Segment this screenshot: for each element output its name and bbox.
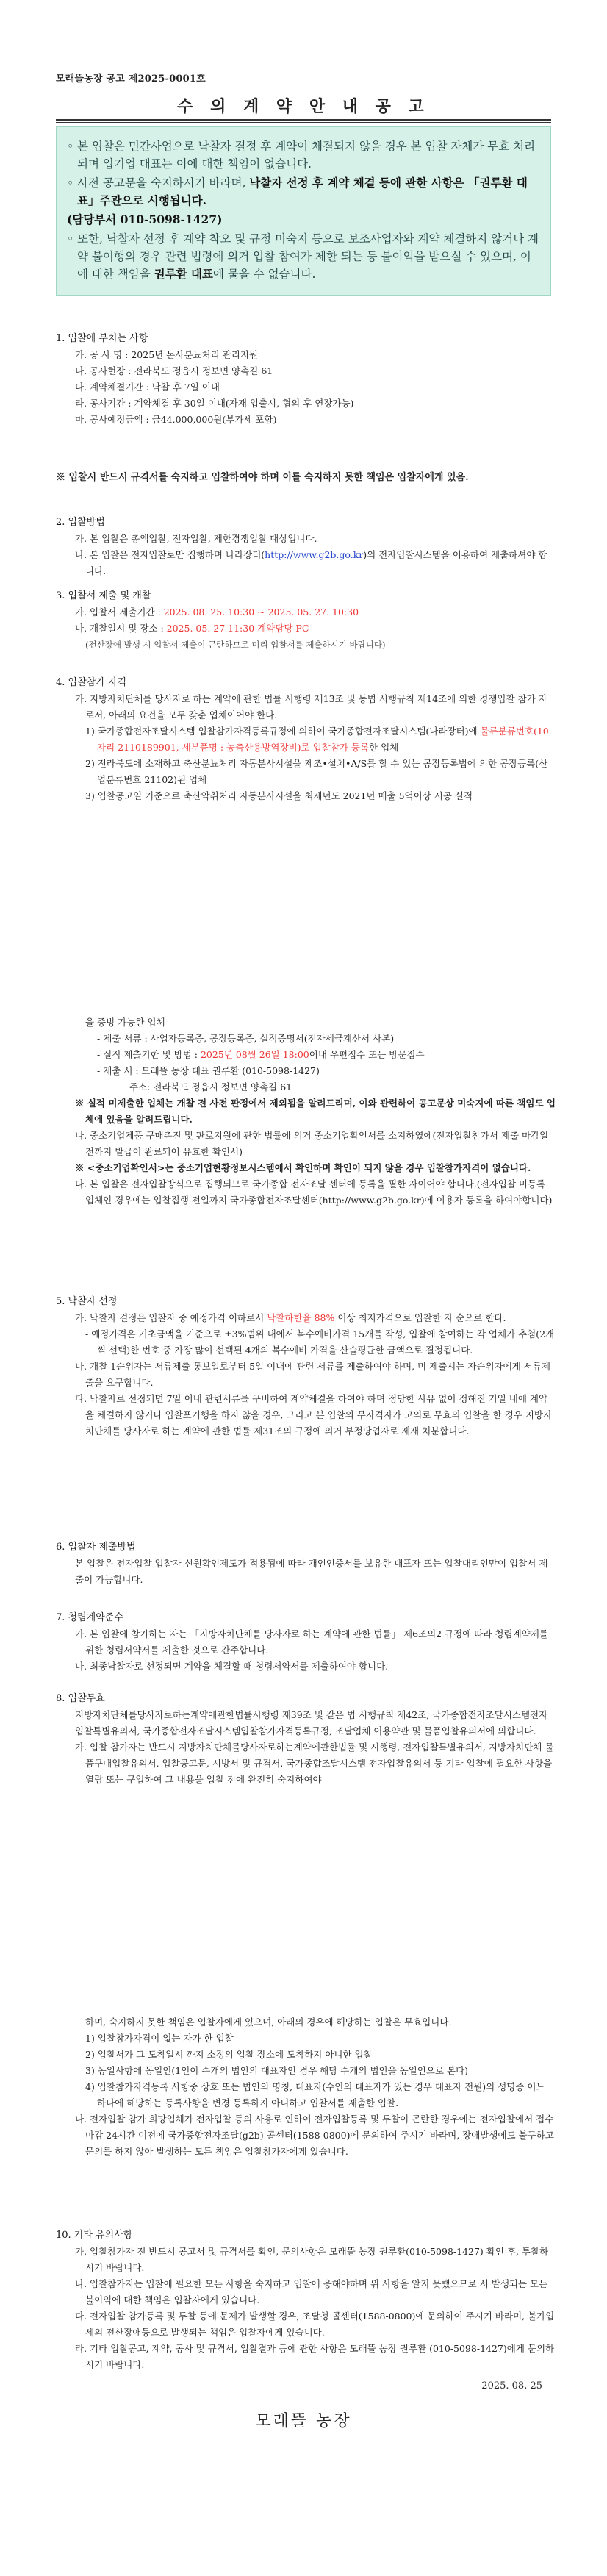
list-item: 주소: 전라북도 정읍시 정보면 양촉길 61	[129, 1081, 292, 1092]
title-divider	[56, 119, 551, 121]
section-invalid-bids	[56, 1691, 556, 1788]
important-notice-box	[56, 126, 551, 296]
list-item: 1) 국가종합전자조달시스템 입찰참가자격등록규정에 의하여 국가종합전자조달시스템(나라장터)에 물류분류번호(10자리 2110189901, 세부품명 : 농축산용방역장비)로 입찰참가 등록한 업체	[85, 726, 549, 753]
section-submission	[56, 588, 556, 653]
callout-emphasis: 낙찰자 선정 후 계약 체결 등에 관한 사항은 「권루환 대표」주관으로 시행됩니다.	[77, 176, 528, 207]
list-item: - 실적 제출기한 및 방법 : 2025년 08월 26일 18:00이내 우편접수 또는 방문접수	[97, 1049, 425, 1060]
title-divider-thin	[56, 122, 551, 123]
list-item: 나. 개찰일시 및 장소 : 2025. 05. 27 11:30 계약담당 PC	[75, 623, 309, 634]
section-text: 본 입찰은 전자입찰 입찰자 신원확인제도가 적용됨에 따라 개인인증서를 보유한 대표자 또는 입찰대리인만이 입찰서 제출이 가능합니다.	[75, 1558, 548, 1585]
list-item: - 예정가격은 기초금액을 기준으로 ±3%범위 내에서 복수예비가격 15개를 작성, 입찰에 참여하는 각 업체가 추첨(2개씩 선택)한 번호 중 가장 많이 선택된 4개의 복수예비 가격을 산술평균한 금액으로 결정됩니다.	[85, 1328, 555, 1356]
list-item: 가. 본 입찰은 총액입찰, 전자입찰, 제한경쟁입찰 대상입니다.	[75, 533, 317, 544]
list-item: 다. 본 입찰은 전자입찰방식으로 집행되므로 국가종합 전자조달 센터에 등록을 필한 자이어야 합니다.(전자입찰 미등록 업체인 경우에는 입찰집행 전일까지 국가종합전자조달센터(http://www.g2b.go.kr)에 이용자 등록을 하여야합니다)	[75, 1178, 553, 1206]
list-item: 2) 입찰서가 그 도착일시 까지 소정의 입찰 장소에 도착하지 아니한 입찰	[85, 2049, 373, 2060]
callout-paragraph-1: ◦ 본 입찰은 민간사업으로 낙찰자 결정 후 계약이 체결되지 않을 경우 본 입찰 자체가 무효 처리되며 입기업 대표는 이에 대한 책임이 없습니다.	[67, 140, 536, 171]
list-item: 라. 기타 입찰공고, 계약, 공사 및 규격서, 입찰결과 등에 관한 사항은 모래뜰 농장 권루환 (010-5098-1427)에게 문의하시기 바랍니다.	[75, 2343, 555, 2370]
list-item: 나. 공사현장 : 전라북도 정읍시 정보면 양촉길 61	[75, 365, 273, 376]
g2b-link[interactable]: http://www.g2b.go.kr	[265, 549, 364, 560]
list-item: 1) 입찰참가자격이 없는 자가 한 입찰	[85, 2033, 234, 2044]
list-item: 가. 낙찰자 결정은 입찰자 중 예정가격 이하로서 낙찰하한율 88% 이상 최저가격으로 입찰한 자 순으로 한다.	[75, 1312, 506, 1323]
list-item: 라. 공사기간 : 계약체결 후 30일 이내(자재 입출시, 협의 후 연장가능)	[75, 398, 354, 409]
list-item: 가. 입찰참가자 전 반드시 공고서 및 규격서를 확인, 문의사항은 모래뜰 농장 권루환(010-5098-1427) 확인 후, 투찰하시기 바랍니다.	[75, 2246, 549, 2273]
list-item: 나. 전자입찰 참가 희망업체가 전자입찰 등의 사용로 인하여 전자입찰등록 및 투찰이 곤란한 경우에는 전자입찰에서 접수마감 24시간 이전에 국가종합전자조달(g2b) 콜센터(1588-0800)에 문의하여 주시기 바라며, 장애발생에도 불구하고 문의를 하지 않아 발생하는 모든 책임은 입찰참가자에게 있습니다.	[75, 2114, 554, 2157]
section-heading: 8. 입찰무효	[56, 1693, 105, 1704]
section-integrity	[56, 1610, 556, 1675]
note: (전산장애 발생 시 입찰서 제출이 곤란하므로 미리 입찰서를 제출하시기 바랍니다)	[85, 640, 386, 650]
list-item: 나. 개찰 1순위자는 서류제출 통보일로부터 5일 이내에 관련 서류를 제출하여야 하며, 미 제출시는 자순위자에게 서류제출을 요구합니다.	[75, 1361, 551, 1388]
section-heading: 2. 입찰방법	[56, 517, 105, 528]
list-item: - 제출 서 : 모래뜰 농장 대표 권루환 (010-5098-1427)	[97, 1065, 320, 1076]
section-invalid-bids-continued	[56, 2014, 556, 2160]
opening-datetime: 2025. 05. 27 11:30 계약담당 PC	[166, 623, 309, 634]
list-item: 3) 동일사항에 동일인(1인이 수개의 법인의 대표자인 경우 해당 수개의 법인을 동일인으로 본다)	[85, 2065, 469, 2076]
section-heading: 10. 기타 유의사항	[56, 2230, 133, 2241]
list-item: 다. 낙찰자로 선정되면 7일 이내 관련서류를 구비하여 계약체결을 하여야 하며 정당한 사유 없이 정해진 기일 내에 계약을 체결하지 않거나 입찰포기행을 하지 않을 경우, 그리고 본 입찰의 무자격자가 고의로 무효의 입찰을 한 경우 지방자치단체를 당사자로 하는 계약에 관한 법률 제31조의 규정에 의거 부정당업자로 제재 처분합니다.	[75, 1393, 553, 1437]
list-item: 나. 최종낙찰자로 선정되면 계약을 체결할 때 청렴서약서를 제출하여야 합니다.	[75, 1661, 389, 1672]
section-submitter	[56, 1539, 556, 1588]
list-item: 을 증빙 가능한 업체	[85, 1017, 165, 1028]
list-item: 3) 입찰공고일 기준으로 축산악취처리 자동분사시설을 최제년도 2021년 매출 5억이상 시공 실적	[85, 790, 473, 801]
notice: ※ <중소기업확인서>는 중소기업현황정보시스템에서 확인하며 확인이 되지 않을 경우 입찰참가자격이 없습니다.	[75, 1162, 531, 1173]
section-heading: 3. 입찰서 제출 및 개찰	[56, 590, 151, 601]
section-text: 지방자치단체를당사자로하는계약에관한법률시행령 제39조 및 같은 법 시행규칙 제42조, 국가종합전자조달시스템전자입찰특별유의서, 국가종합전자조달시스템입찰참가자격등록규정, 조달업체 이용약관 및 물품입찰유의서에 의합니다.	[75, 1709, 548, 1736]
section-heading: 5. 낙찰자 선정	[56, 1296, 118, 1307]
section-heading: 6. 입찰자 제출방법	[56, 1542, 136, 1553]
list-item: 가. 공 사 명 : 2025년 돈사분뇨처리 관리지원	[75, 349, 258, 360]
page-title: 수 의 계 약 안 내 공 고	[177, 97, 430, 116]
section-bid-items	[56, 331, 556, 428]
notice: ※ 실적 미제출한 업체는 개찰 전 사전 판정에서 제외됨을 알려드리며, 이와 관련하여 공고문상 미숙지에 따른 책임도 업체에 있음을 알려드립니다.	[75, 1098, 556, 1125]
warning-note: ※ 입찰시 반드시 규격서를 숙지하고 입찰하여야 하며 이를 숙지하지 못한 책임은 입찰자에게 있음.	[56, 472, 469, 483]
list-item: 4) 입찰참가자격등록 사항중 상호 또는 법인의 명칭, 대표자(수인의 대표자가 있는 경우 대표자 전원)의 성명중 어느 하나에 해당하는 등록사항을 변경 등록하지 아니하고 입찰서를 제출한 입찰.	[85, 2081, 545, 2108]
list-item: 2) 전라북도에 소재하고 축산분뇨처리 자동분사시설을 제조•설치•A/S를 할 수 있는 공장등록법에 의한 공장등록(산업분류번호 21102)된 업체	[85, 758, 548, 785]
list-item: 나. 입찰참가자는 입찰에 필요한 모든 사항을 숙지하고 입찰에 응해야하며 위 사항을 알지 못했으므로 서 발생되는 모든 불이익에 대한 책임은 입찰자에게 있습니다.	[75, 2278, 548, 2305]
list-item: 나. 본 입찰은 전자입찰로만 집행하며 나라장터(http://www.g2b.go.kr)의 전자입찰시스템을 이용하여 제출하셔야 합니다.	[75, 549, 547, 576]
issue-date: 2025. 08. 25	[481, 2380, 542, 2391]
list-item: - 제출 서류 : 사업자등록증, 공장등록증, 실적증명서(전자세금계산서 사본)	[97, 1033, 395, 1044]
section-other-notes	[56, 2228, 556, 2373]
section-bid-method	[56, 515, 556, 579]
section-award	[56, 1294, 556, 1439]
list-item: 가. 입찰서 제출기간 : 2025. 08. 25. 10:30 ~ 2025. 05. 27. 10:30	[75, 607, 359, 618]
section-heading: 4. 입찰참가 자격	[56, 677, 127, 688]
callout-paragraph-2: ◦ 사전 공고문을 숙지하시기 바라며, 낙찰자 선정 후 계약 체결 등에 관한 사항은 「권루환 대표」주관으로 시행됩니다.	[67, 176, 528, 207]
section-eligibility-continued	[56, 1015, 556, 1209]
list-item: 다. 전자입찰 참가등록 및 투찰 등에 문제가 발생할 경우, 조달청 콜센터(1588-0800)에 문의하여 주시기 바라며, 불가입세의 전산장애등으로 발생되는 책임은 입찰자에게 있습니다.	[75, 2311, 555, 2338]
notice-number: 모래뜰농장 공고 제2025-0001호	[56, 74, 206, 85]
list-item: 가. 입찰 참가자는 반드시 지방자치단체를당사자로하는계약에관한법률 및 시행령, 전자입찰특별유의서, 지방자치단체 물품구매입찰유의서, 입찰공고문, 시방서 및 규격서, 국가종합조달시스템 전자입찰유의서 등 기타 입찰에 필요한 사항을 열람 또는 구입하여 그 내용을 입찰 전에 완전히 숙지하여야	[75, 1742, 554, 1785]
section-heading: 1. 입찰에 부치는 사항	[56, 333, 148, 344]
list-item: 나. 중소기업제품 구매촉진 및 판로지원에 관한 법률에 의거 중소기업확인서를 소지하였에(전자입찰참가서 제출 마감일 전까지 발급이 완료되어 유효한 확인서)	[75, 1130, 549, 1157]
section-heading: 7. 청렴계약준수	[56, 1612, 123, 1623]
issuer-name: 모래뜰 농장	[255, 2412, 352, 2430]
section-text: 하며, 숙지하지 못한 책임은 입찰자에게 있으며, 아래의 경우에 해당하는 입찰은 무효입니다.	[85, 2017, 452, 2028]
submission-period: 2025. 08. 25. 10:30 ~ 2025. 05. 27. 10:30	[163, 607, 359, 618]
section-eligibility	[56, 675, 556, 804]
list-item: 마. 공사예정금액 : 금44,000,000원(부가세 포함)	[75, 414, 277, 425]
list-item: 가. 본 입찰에 참가하는 자는 「지방자치단체를 당사자로 하는 계약에 관한 법률」 제6조의2 규정에 따라 청렴계약제를 위한 청렴서약서를 제출한 것으로 간주합니다.	[75, 1628, 548, 1656]
list-item: 가. 지방자치단체를 당사자로 하는 계약에 관한 법률 시행령 제13조 및 동법 시행규칙 제14조에 의한 경쟁입찰 참가 자로서, 아래의 요건을 모두 갖춘 업체이어야 한다.	[75, 693, 547, 720]
list-item: 다. 계약체결기간 : 낙찰 후 7일 이내	[75, 382, 220, 393]
callout-contact: (담당부서 010-5098-1427)	[67, 212, 223, 226]
callout-paragraph-3: ◦ 또한, 낙찰자 선정 후 계약 착오 및 규정 미숙지 등으로 보조사업자와 계약 체결하지 않거나 계약 불이행의 경우 관련 법령에 의거 입찰 참여가 제한 되는 등 불이익을 받으실 수 있으며, 이에 대한 책임을 권루환 대표에 물을 수 없습니다.	[67, 232, 539, 281]
